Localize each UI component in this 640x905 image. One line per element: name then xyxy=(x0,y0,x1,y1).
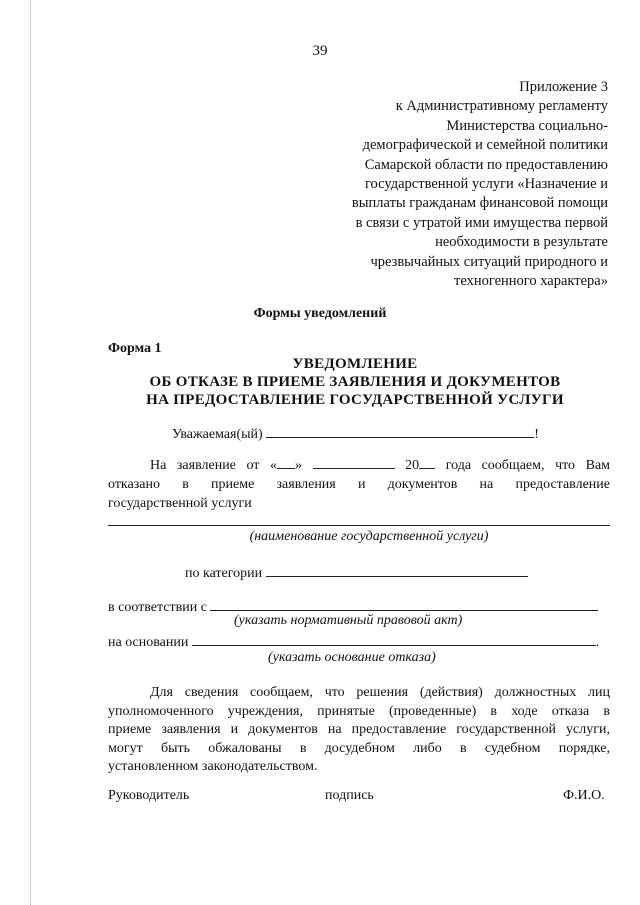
greeting-end: ! xyxy=(534,427,539,442)
appendix-block xyxy=(268,78,608,291)
notice-title-line: УВЕДОМЛЕНИЕ xyxy=(292,356,418,372)
notice-title-line: ОБ ОТКАЗЕ В ПРИЕМЕ ЗАЯВЛЕНИЯ И ДОКУМЕНТОВ xyxy=(149,374,561,390)
greeting-label: Уважаемая(ый) xyxy=(172,427,263,442)
basis-caption: (указать основание отказа) xyxy=(268,650,436,665)
signature-name: Ф.И.О. xyxy=(563,788,605,803)
forms-title: Формы уведомлений xyxy=(253,306,387,321)
application-line-1: На заявление от « » 20 года сообщаем, что Вам xyxy=(150,458,611,473)
category-row xyxy=(185,564,528,582)
accordance-caption: (указать нормативный правовой акт) xyxy=(234,613,463,628)
greeting-row xyxy=(172,425,539,443)
appendix-line: Приложение 3 xyxy=(519,79,608,95)
info-line: Для сведения сообщаем, что решения (действия) должностных лиц xyxy=(150,685,610,700)
basis-row xyxy=(108,633,599,651)
appendix-line: выплаты гражданам финансовой помощи xyxy=(351,195,608,212)
category-blank xyxy=(266,564,528,577)
service-caption: (наименование государственной услуги) xyxy=(249,529,489,544)
page-number: 39 xyxy=(312,43,328,59)
appendix-line: в связи с утратой ими имущества первой xyxy=(355,214,608,231)
basis-end: . xyxy=(595,635,600,650)
signature-head: Руководитель xyxy=(108,788,190,803)
info-line: уполномоченного учреждения, принятые (проведенные) в ходе отказа в xyxy=(108,703,610,719)
scan-margin-line xyxy=(30,0,31,905)
form-label: Форма 1 xyxy=(108,341,162,356)
basis-label: на основании xyxy=(108,635,189,650)
accordance-label: в соответствии с xyxy=(108,600,207,615)
month-blank xyxy=(313,458,395,469)
info-line: могут быть обжалованы в досудебном либо в судебном порядке, xyxy=(108,740,610,756)
appendix-line: к Административному регламенту xyxy=(395,98,608,115)
year-blank xyxy=(419,458,435,469)
appendix-line: чрезвычайных ситуаций природного и xyxy=(370,253,608,270)
info-paragraph xyxy=(108,684,610,777)
application-line-2: отказано в приеме заявления и документов на предоставление xyxy=(108,477,610,492)
appendix-line: Министерства социально- xyxy=(446,117,608,134)
appendix-line: демографической и семейной политики xyxy=(362,137,608,154)
appendix-line: государственной услуги «Назначение и xyxy=(364,176,608,193)
appendix-line: необходимости в результате xyxy=(435,234,608,251)
accordance-blank xyxy=(210,598,598,611)
info-line: приеме заявления и документов на предоставление государственной услуги, xyxy=(108,722,610,737)
category-label: по категории xyxy=(185,566,263,581)
appendix-line: техногенного характера» xyxy=(453,273,608,290)
recipient-name-blank xyxy=(266,425,534,438)
application-line-3: государственной услуги xyxy=(108,496,252,511)
service-name-blank xyxy=(108,525,610,526)
signature-sign: подпись xyxy=(325,788,374,803)
notice-title-line: НА ПРЕДОСТАВЛЕНИЕ ГОСУДАРСТВЕННОЙ УСЛУГИ xyxy=(146,392,564,408)
basis-blank xyxy=(192,633,596,646)
day-blank xyxy=(277,458,295,469)
info-line: установленном законодательством. xyxy=(108,759,318,774)
appendix-line: Самарской области по предоставлению xyxy=(364,156,608,173)
